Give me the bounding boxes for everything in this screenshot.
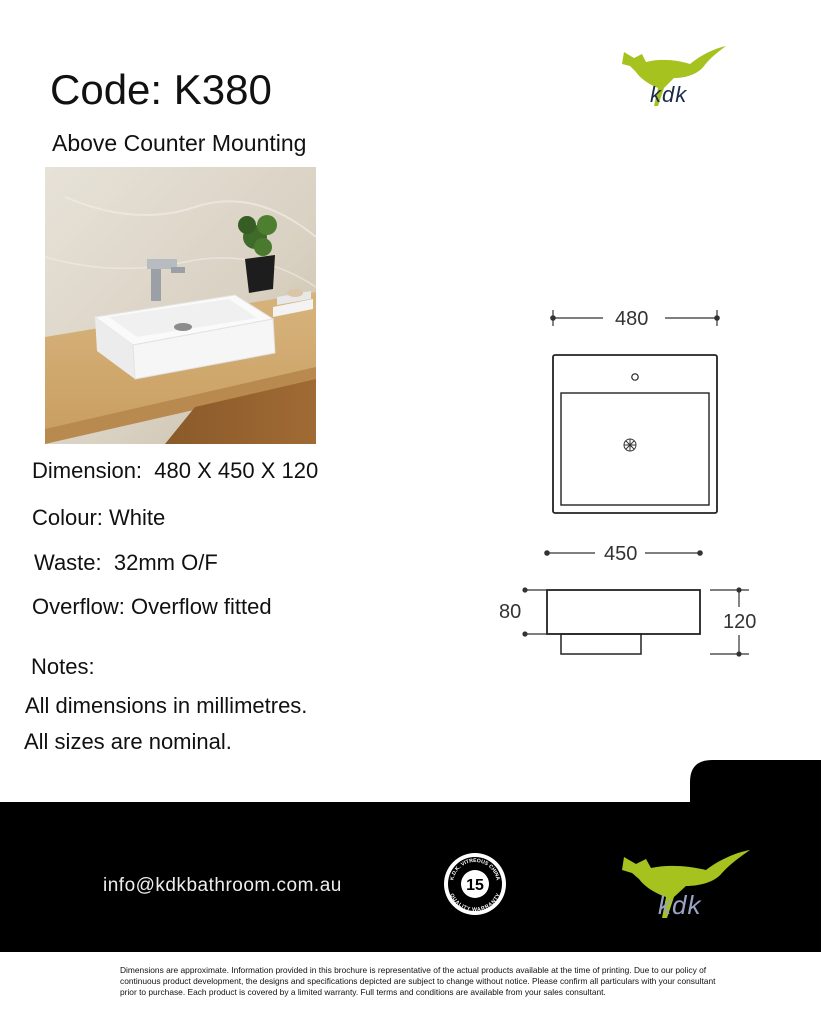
disclaimer-text: Dimensions are approximate. Information provided in this brochure is representative of the actual products available at the time of printing. Due to our policy of continuous product development, the designs and specifications depicted are subject to change without notice. Please confirm all particulars with your consultant prior to purchase. Each product is covered by a limited warranty. Full terms and conditions are available from your sales consultant. xyxy=(120,965,716,997)
technical-drawing xyxy=(495,295,765,665)
side-view xyxy=(547,590,700,654)
seal-top-text: K.D.K. VITREOUS CHINA xyxy=(449,857,501,881)
drain-icon xyxy=(624,439,636,451)
top-view xyxy=(553,355,717,513)
product-code-title: Code: K380 xyxy=(50,66,272,113)
notes-line-2: All sizes are nominal. xyxy=(24,729,232,754)
total-height-label: 120 xyxy=(723,611,757,633)
warranty-seal-icon xyxy=(442,851,508,917)
spec-overflow: Overflow: Overflow fitted xyxy=(32,594,272,619)
spec-waste: Waste: 32mm O/F xyxy=(34,550,218,575)
depth-label: 450 xyxy=(604,543,638,565)
mounting-type: Above Counter Mounting xyxy=(52,130,307,156)
contact-email: info@kdkbathroom.com.au xyxy=(103,875,342,896)
bowl-height-dimension xyxy=(523,588,547,636)
seal-number: 15 xyxy=(466,877,484,894)
kdk-logo-footer-icon xyxy=(620,848,755,922)
width-label: 480 xyxy=(615,308,649,330)
seal-bottom-text: QUALITY WARRANTY xyxy=(448,892,502,914)
product-photo xyxy=(45,167,316,444)
spec-dimension: Dimension: 480 X 450 X 120 xyxy=(32,458,319,483)
svg-text:kdk: kdk xyxy=(650,82,688,107)
svg-text:kdk: kdk xyxy=(658,890,702,920)
kdk-logo-icon xyxy=(620,44,730,110)
tap-hole-icon xyxy=(632,374,638,380)
bowl-height-label: 80 xyxy=(499,601,522,623)
notes-line-1: All dimensions in millimetres. xyxy=(25,693,308,718)
spec-colour: Colour: White xyxy=(32,505,166,530)
notes-heading: Notes: xyxy=(31,654,95,679)
